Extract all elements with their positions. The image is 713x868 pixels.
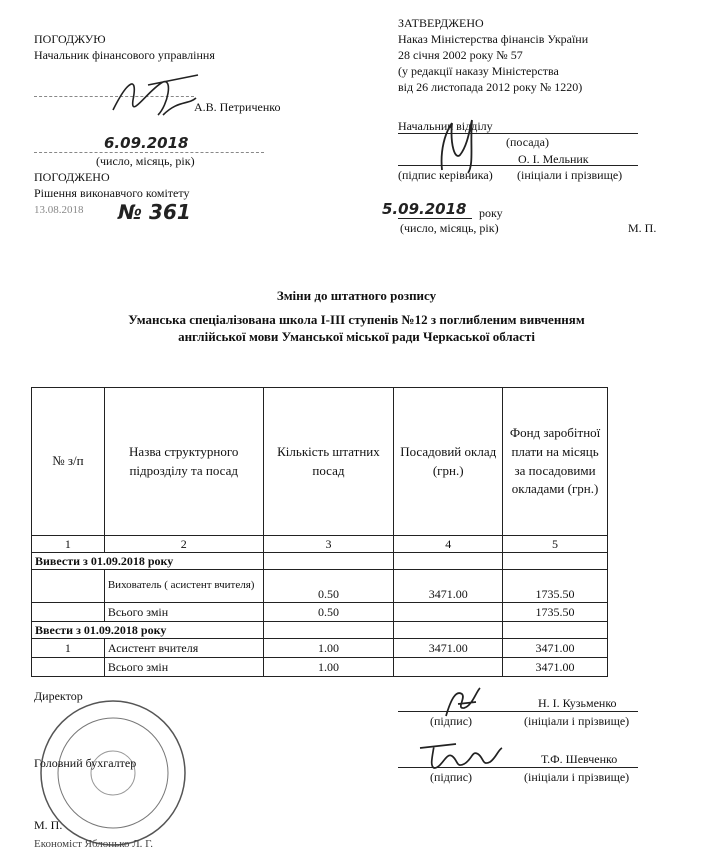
cell-name: Всього змін — [104, 658, 263, 677]
stamp-place-bottom: М. П. — [34, 818, 63, 832]
cell-fund: 3471.00 — [503, 639, 608, 658]
petrychenko-name: А.В. Петриченко — [194, 100, 281, 114]
col-number: 5 — [503, 536, 608, 553]
cell-name: Вихователь ( асистент вчителя) — [104, 570, 263, 603]
year-suffix: року — [479, 206, 503, 220]
school-name-line-1: Уманська спеціалізована школа І-ІІІ ступенів №12 з поглибленим вивченням — [128, 312, 585, 327]
order-line-4: від 26 листопада 2012 року № 1220) — [398, 80, 583, 94]
cell-salary: 3471.00 — [394, 639, 503, 658]
approved-label: ЗАТВЕРДЖЕНО — [398, 16, 484, 30]
head-label: Начальник відділу — [398, 119, 493, 133]
left-date-caption: (число, місяць, рік) — [96, 154, 195, 168]
order-line-1: Наказ Міністерства фінансів України — [398, 32, 589, 46]
director-name: Н. І. Кузьменко — [538, 696, 617, 710]
staff-changes-table — [31, 387, 608, 677]
accountant-initials-caption: (ініціали і прізвище) — [524, 770, 630, 784]
col-number: 2 — [104, 536, 263, 553]
table-row — [32, 658, 608, 677]
accountant-label: Головний бухгалтер — [34, 756, 137, 770]
col-number: 1 — [32, 536, 105, 553]
finance-head-position: Начальник фінансового управління — [34, 48, 215, 62]
table-row — [32, 639, 608, 658]
column-numbers-row — [32, 536, 608, 553]
cell-count: 1.00 — [263, 658, 394, 677]
header-fund: Фонд заробітної плати на місяць за посадовими окладами (грн.) — [503, 388, 608, 536]
accountant-name: Т.Ф. Шевченко — [541, 752, 618, 766]
decision-date: 13.08.2018 — [34, 204, 84, 216]
position-caption: (посада) — [506, 135, 549, 149]
director-initials-caption: (ініціали і прізвище) — [524, 714, 630, 728]
table-row — [32, 570, 608, 603]
header-no: № з/п — [32, 388, 105, 536]
initials-caption: (ініціали і прізвище) — [517, 168, 623, 182]
cell-salary — [394, 658, 503, 677]
approve-label: ПОГОДЖУЮ — [34, 32, 106, 46]
header-salary: Посадовий оклад (грн.) — [394, 388, 503, 536]
document-title: Зміни до штатного розпису — [276, 288, 437, 303]
right-date-handwritten: 5.09.2018 — [382, 200, 467, 218]
col-number: 3 — [263, 536, 394, 553]
section-row — [32, 622, 608, 639]
cell-salary — [394, 603, 503, 622]
section-title: Ввести з 01.09.2018 року — [32, 622, 264, 639]
section-title: Вивести з 01.09.2018 року — [32, 553, 264, 570]
right-date-line — [398, 218, 472, 219]
accountant-sig-caption: (підпис) — [430, 770, 473, 784]
cell-salary: 3471.00 — [394, 570, 503, 603]
school-name-line-2: англійської мови Уманської міської ради Черкаської області — [178, 329, 535, 344]
director-label: Директор — [34, 689, 83, 703]
sig-caption: (підпис керівника) — [398, 168, 493, 182]
economist-note: Економіст Яблонько Л. Г. — [34, 838, 154, 850]
table-row — [32, 603, 608, 622]
stamp-place-top: М. П. — [628, 221, 657, 235]
cell-no: 1 — [32, 639, 105, 658]
director-sig-line — [398, 711, 638, 712]
order-line-2: 28 січня 2002 року № 57 — [398, 48, 523, 62]
section-row — [32, 553, 608, 570]
cell-count: 0.50 — [263, 603, 394, 622]
cell-fund: 1735.50 — [503, 603, 608, 622]
decision-number: № 361 — [118, 200, 191, 224]
cell-name: Всього змін — [104, 603, 263, 622]
cell-count: 0.50 — [263, 570, 394, 603]
cell-name: Асистент вчителя — [104, 639, 263, 658]
col-number: 4 — [394, 536, 503, 553]
table-header-row — [32, 388, 608, 536]
petrychenko-signature — [108, 70, 203, 130]
decision-label: Рішення виконавчого комітету — [34, 186, 190, 200]
cell-count: 1.00 — [263, 639, 394, 658]
right-date-caption: (число, місяць, рік) — [400, 221, 499, 235]
left-date-handwritten: 6.09.2018 — [104, 134, 189, 152]
melnyk-name: О. І. Мельник — [518, 152, 589, 166]
cell-no — [32, 570, 105, 603]
accountant-signature — [416, 738, 506, 774]
date-line — [34, 152, 264, 153]
header-count: Кількість штатних посад — [263, 388, 394, 536]
cell-no — [32, 603, 105, 622]
cell-fund: 1735.50 — [503, 570, 608, 603]
cell-no — [32, 658, 105, 677]
agreed-label: ПОГОДЖЕНО — [34, 170, 110, 184]
order-line-3: (у редакції наказу Міністерства — [398, 64, 559, 78]
cell-fund: 3471.00 — [503, 658, 608, 677]
header-name: Назва структурного підрозділу та посад — [104, 388, 263, 536]
director-sig-caption: (підпис) — [430, 714, 473, 728]
